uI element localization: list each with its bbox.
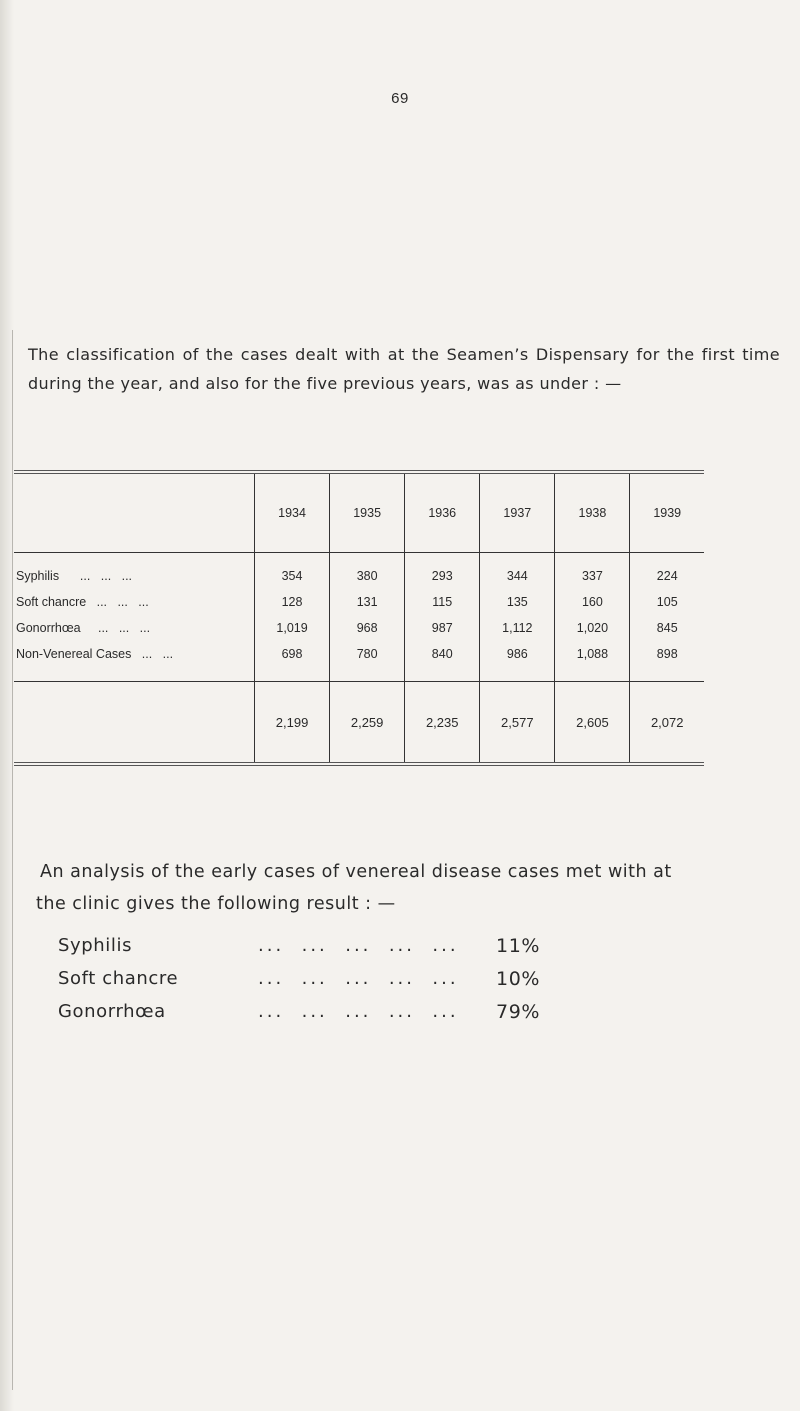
total-cell: 2,259: [330, 682, 405, 765]
result-value: 11%: [496, 934, 541, 957]
table-cell: 1,088: [555, 641, 630, 682]
table-row: [14, 615, 704, 641]
result-label: Syphilis: [58, 935, 133, 956]
results-list: [58, 929, 658, 1028]
table-cell: 128: [255, 589, 330, 615]
table-cell: 354: [255, 553, 330, 590]
table-cell: 135: [480, 589, 555, 615]
table-cell: 337: [555, 553, 630, 590]
leader-dots: ... ... ...: [96, 595, 149, 609]
analysis-line: An analysis of the early cases of venereal disease cases met with at: [40, 862, 672, 882]
total-cell: 2,072: [630, 682, 704, 765]
result-label: Gonorrhœa: [58, 1001, 166, 1022]
table-cell: 986: [480, 641, 555, 682]
result-value: 79%: [496, 1000, 541, 1023]
page-number: 69: [391, 90, 409, 107]
total-cell: 2,605: [555, 682, 630, 765]
row-label: Soft chancre: [16, 595, 87, 609]
year-header: 1938: [555, 472, 630, 553]
table-cell: 845: [630, 615, 704, 641]
totals-label-cell: [14, 682, 255, 765]
leader-dots: ... ... ...: [79, 569, 133, 583]
table-cell: 780: [330, 641, 405, 682]
table-cell: 987: [405, 615, 480, 641]
result-label: Soft chancre: [58, 968, 179, 989]
table-cell: 105: [630, 589, 704, 615]
table-cell: 1,020: [555, 615, 630, 641]
total-cell: 2,577: [480, 682, 555, 765]
year-header: 1936: [405, 472, 480, 553]
header-blank-cell: [14, 472, 255, 553]
table-cell: 1,019: [255, 615, 330, 641]
row-label-cell: [14, 553, 255, 590]
result-row: [58, 995, 658, 1028]
year-header: 1939: [630, 472, 704, 553]
row-label-cell: [14, 615, 255, 641]
row-label-cell: [14, 589, 255, 615]
table-cell: 698: [255, 641, 330, 682]
table-cell: 898: [630, 641, 704, 682]
table-cell: 968: [330, 615, 405, 641]
table-cell: 224: [630, 553, 704, 590]
table-cell: 380: [330, 553, 405, 590]
row-label: Syphilis: [16, 569, 60, 583]
row-label: Gonorrhœa: [16, 621, 81, 635]
leader-dots: ... ... ...: [97, 621, 151, 635]
table-cell: 344: [480, 553, 555, 590]
table-row: [14, 553, 704, 590]
page-edge-line: [12, 330, 13, 1390]
table-row: [14, 589, 704, 615]
totals-row: [14, 682, 704, 765]
table-cell: 131: [330, 589, 405, 615]
year-header: 1934: [255, 472, 330, 553]
result-row: [58, 929, 658, 962]
total-cell: 2,199: [255, 682, 330, 765]
row-label: Non-Venereal Cases: [16, 647, 132, 661]
table-header-row: [14, 472, 704, 553]
cases-table: [14, 470, 704, 766]
table-cell: 115: [405, 589, 480, 615]
table-cell: 293: [405, 553, 480, 590]
result-row: [58, 962, 658, 995]
intro-paragraph: The classification of the cases dealt with at the Seamen’s Dispensary for the first time during the year, and also for the five previous years, was as under : —: [28, 345, 780, 393]
leader-dots: ... ... ... ... ...: [258, 935, 459, 956]
table-cell: 1,112: [480, 615, 555, 641]
table-cell: 160: [555, 589, 630, 615]
analysis-paragraph: [36, 856, 780, 920]
table-row: [14, 641, 704, 682]
result-value: 10%: [496, 967, 541, 990]
leader-dots: ... ... ... ... ...: [258, 1001, 459, 1022]
leader-dots: ... ... ... ... ...: [258, 968, 459, 989]
row-label-cell: [14, 641, 255, 682]
year-header: 1935: [330, 472, 405, 553]
leader-dots: ... ...: [141, 647, 174, 661]
total-cell: 2,235: [405, 682, 480, 765]
analysis-line: the clinic gives the following result : —: [36, 894, 396, 914]
table-cell: 840: [405, 641, 480, 682]
year-header: 1937: [480, 472, 555, 553]
